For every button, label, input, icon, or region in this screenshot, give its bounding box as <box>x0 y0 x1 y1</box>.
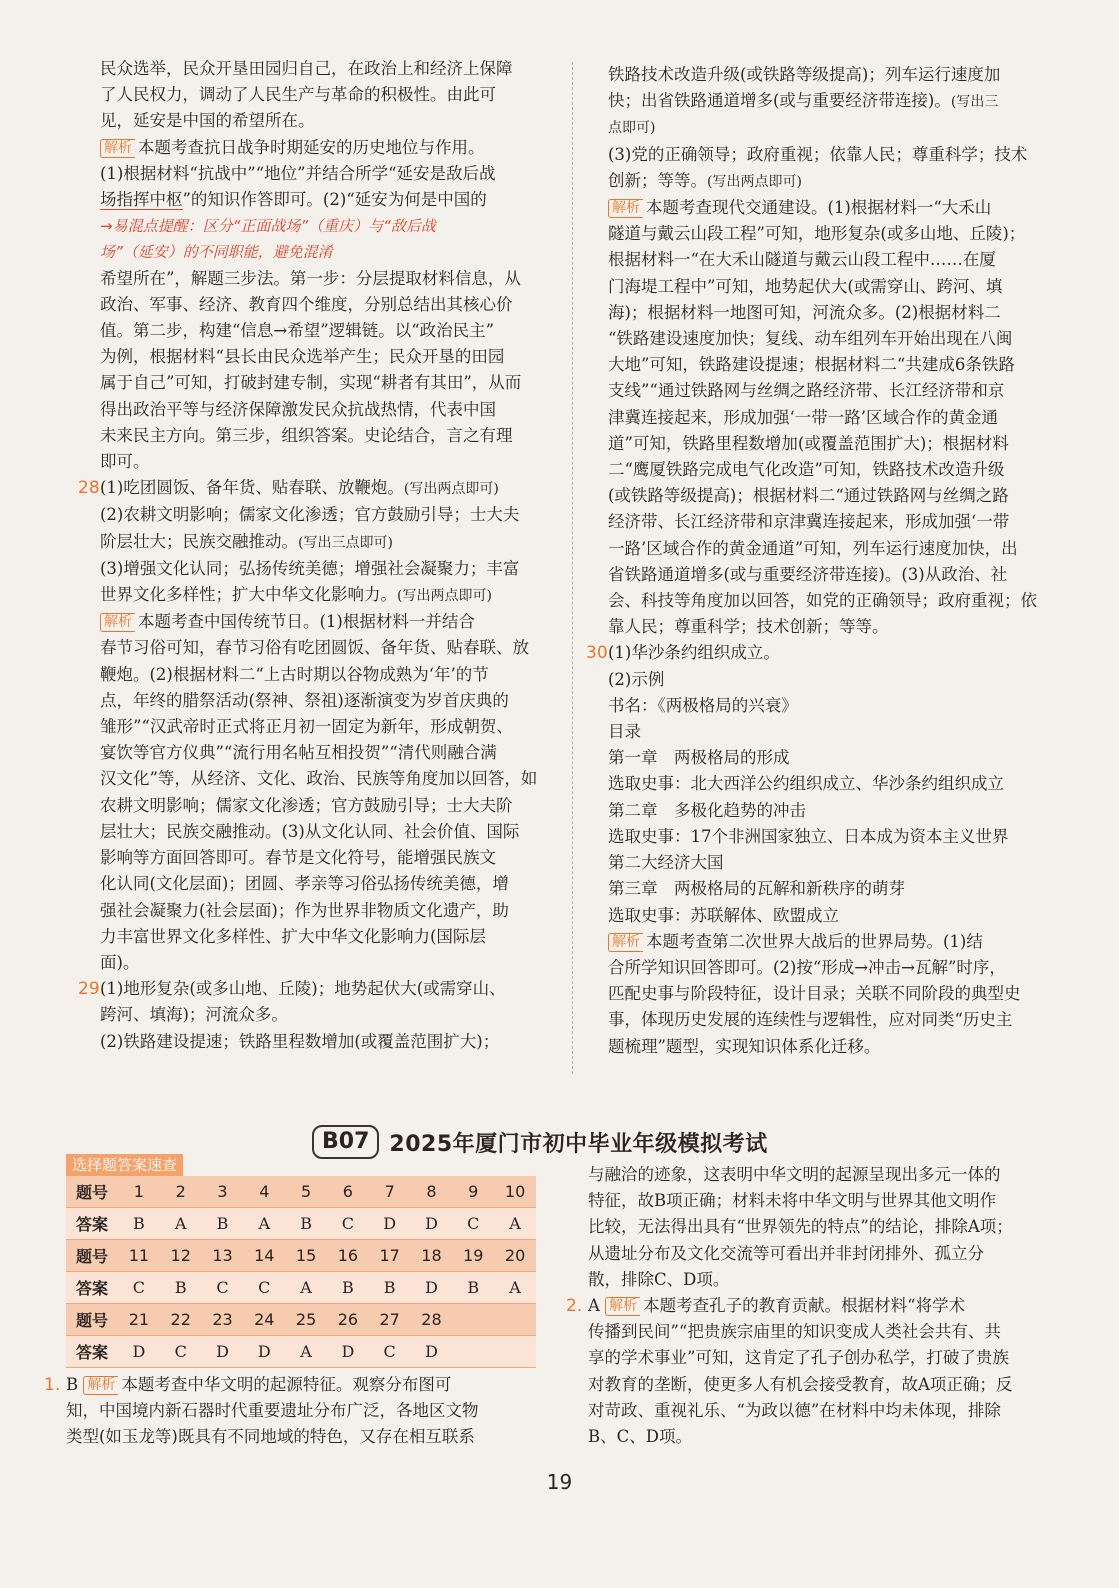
text-line: 二“鹰厦铁路完成电气化改造”可知，铁路技术改造升级 <box>608 460 1005 480</box>
answer-table-title: 选择题答案速查 <box>66 1154 183 1176</box>
answer-cell: B <box>369 1272 411 1304</box>
text-line: 见，延安是中国的希望所在。 <box>100 111 315 131</box>
text-line: 享的学术事业”可知，这肯定了孔子创办私学，打破了贵族 <box>588 1348 1009 1368</box>
answer-cell: A <box>494 1272 536 1304</box>
answer-cell: D <box>369 1208 411 1240</box>
answer-cell: C <box>202 1272 244 1304</box>
question-number-cell: 9 <box>452 1176 494 1208</box>
text-line: 第二章 多极化趋势的冲击 <box>608 800 806 820</box>
text-line: 题梳理”题型，实现知识体系化迁移。 <box>608 1036 881 1056</box>
answer-table <box>66 1176 536 1368</box>
answer-cell: B <box>118 1208 160 1240</box>
text-line: 门海堤工程中”可知，地势起伏大(或需穿山、跨河、填 <box>608 276 1003 296</box>
column-divider <box>572 62 573 1074</box>
text-line: 跨河、填海)；河流众多。 <box>100 1005 288 1025</box>
analysis-tag: 解析 <box>83 1376 118 1395</box>
text-line: (2)铁路建设提速；铁路里程数增加(或覆盖范围扩大)； <box>100 1031 500 1051</box>
text-line: 支线”“通过铁路网与丝绸之路经济带、长江经济带和京 <box>608 381 1005 401</box>
text-line: (或铁路等级提高)；根据材料二“通过铁路网与丝绸之路 <box>608 486 1009 506</box>
text-line: (3)党的正确领导；政府重视；依靠人民；尊重科学；技术 <box>608 144 1028 164</box>
question-30-answer: 30.(1)华沙条约组织成立。 <box>608 640 1058 666</box>
answer-cell: B <box>327 1272 369 1304</box>
answer-cell: C <box>452 1208 494 1240</box>
text-line: 强社会凝聚力(社会层面)；作为世界非物质文化遗产，助 <box>100 900 509 920</box>
text-line: 铁路技术改造升级(或铁路等级提高)；列车运行速度加 <box>608 65 1001 84</box>
text-line: 对教育的垄断，使更多人有机会接受教育，故A项正确；反 <box>588 1374 1013 1394</box>
text-line: 隧道与戴云山段工程”可知，地形复杂(或多山地、丘陵)； <box>608 224 1026 244</box>
text-line: 选取史事：苏联解体、欧盟成立 <box>608 905 839 925</box>
text-line: 大地”可知，铁路建设提速；根据材料二“共建成6条铁路 <box>608 355 1015 375</box>
text-line: 比较，无法得出具有“世界领先的特点”的结论，排除A项； <box>588 1217 1013 1237</box>
answer-cell: D <box>411 1208 453 1240</box>
answer-cell: D <box>327 1336 369 1368</box>
text-line: 点，年终的腊祭活动(祭神、祭祖)逐渐演变为岁首庆典的 <box>100 690 509 710</box>
bottom-left-column <box>44 1372 536 1451</box>
question-number-cell: 23 <box>202 1304 244 1336</box>
answer-quick-reference <box>66 1154 536 1368</box>
text-line: 化认同(文化层面)；团圆、孝亲等习俗弘扬传统美德，增 <box>100 874 509 894</box>
question-1-answer: 1. B 解析 本题考查中华文明的起源特征。观察分布图可 <box>66 1372 536 1398</box>
answer-table-answer-row <box>66 1208 536 1240</box>
answer-cell: C <box>118 1272 160 1304</box>
text-line: 津冀连接起来，形成加强‘一带一路’区域合作的黄金通 <box>608 407 998 427</box>
answer-cell: D <box>411 1336 453 1368</box>
row-label: 题号 <box>66 1304 118 1336</box>
answer-cell: D <box>202 1336 244 1368</box>
text-line: 第一章 两极格局的形成 <box>608 748 790 768</box>
text-line: 目录 <box>608 722 641 742</box>
text-line: 道”可知，铁路里程数增加(或覆盖范围扩大)；根据材料 <box>608 433 1009 453</box>
text-line: 点即可) <box>608 120 656 137</box>
text-line: 层壮大；民族交融推动。(3)从文化认同、社会价值、国际 <box>100 821 520 841</box>
question-number: 28. <box>78 478 106 499</box>
handwritten-note: →易混点提醒：区分“正面战场”（重庆）与“敌后战 <box>100 217 436 236</box>
question-number: 29. <box>78 979 106 1000</box>
question-number-cell: 18 <box>411 1240 453 1272</box>
text-line: 选取史事：17个非洲国家独立、日本成为资本主义世界 <box>608 826 1009 846</box>
answer-cell: C <box>160 1336 202 1368</box>
text-line: 省铁路通道增多(或与重要经济带连接)。(3)从政治、社 <box>608 564 1008 584</box>
text-line: 与融洽的迹象，这表明中华文明的起源呈现出多元一体的 <box>588 1165 1001 1184</box>
text-line: 选取史事：北大西洋公约组织成立、华沙条约组织成立 <box>608 774 1004 794</box>
text-line: 了人民权力，调动了人民生产与革命的积极性。由此可 <box>100 85 496 105</box>
text-line: 值。第二步，构建“信息→希望”逻辑链。以“政治民主” <box>100 321 495 341</box>
question-number-cell: 12 <box>160 1240 202 1272</box>
answer-cell: B <box>202 1208 244 1240</box>
question-number-cell: 17 <box>369 1240 411 1272</box>
text-line: 春节习俗可知，春节习俗有吃团圆饭、备年货、贴春联、放 <box>100 638 529 658</box>
analysis-block: 解析 本题考查第二次世界大战后的世界局势。(1)结 <box>608 929 1058 955</box>
answer-table-answer-row <box>66 1336 536 1368</box>
answer-cell: B <box>285 1208 327 1240</box>
bottom-right-column <box>566 1162 1058 1450</box>
text-line: 民众选举，民众开垦田园归自己，在政治上和经济上保障 <box>100 59 513 78</box>
question-number-cell: 20 <box>494 1240 536 1272</box>
text-line: 类型(如玉龙等)既具有不同地域的特色，又存在相互联系 <box>66 1427 475 1447</box>
text-line: 场指挥中枢”的知识作答即可。(2)“延安为何是中国的 <box>100 190 487 210</box>
row-label: 题号 <box>66 1176 118 1208</box>
answer-cell: C <box>369 1336 411 1368</box>
text-line: 创新；等等。(写出两点即可) <box>608 170 802 190</box>
answer-cell: D <box>411 1272 453 1304</box>
question-number: 1. <box>44 1375 61 1395</box>
question-number-cell: 24 <box>243 1304 285 1336</box>
text-line: 知，中国境内新石器时代重要遗址分布广泛，各地区文物 <box>66 1401 479 1421</box>
answer-cell: A <box>285 1336 327 1368</box>
question-number-cell: 11 <box>118 1240 160 1272</box>
question-number-cell: 8 <box>411 1176 453 1208</box>
text-line: 面)。 <box>100 952 140 972</box>
row-label: 答案 <box>66 1336 118 1368</box>
question-number-cell: 27 <box>369 1304 411 1336</box>
answer-cell: C <box>243 1272 285 1304</box>
text-line: 农耕文明影响；儒家文化渗透；官方鼓励引导；士大夫阶 <box>100 795 513 815</box>
page-number: 19 <box>546 1470 573 1494</box>
answer-cell: A <box>243 1208 285 1240</box>
text-line: 第二大经济大国 <box>608 853 724 873</box>
analysis-tag: 解析 <box>100 139 135 158</box>
answer-cell: B <box>452 1272 494 1304</box>
text-line: 从遗址分布及文化交流等可看出并非封闭排外、孤立分 <box>588 1243 984 1263</box>
answer-cell <box>452 1336 494 1368</box>
text-line: 靠人民；尊重科学；技术创新；等等。 <box>608 617 889 637</box>
analysis-tag: 解析 <box>605 1297 640 1316</box>
row-label: 题号 <box>66 1240 118 1272</box>
text-line: 一路’区域合作的黄金通道”可知，列车运行速度加快，出 <box>608 538 1018 558</box>
row-label: 答案 <box>66 1272 118 1304</box>
question-2-answer: 2. A 解析 本题考查孔子的教育贡献。根据材料“将学术 <box>588 1293 1058 1319</box>
text-line: 散，排除C、D项。 <box>588 1269 730 1289</box>
row-label: 答案 <box>66 1208 118 1240</box>
question-number-cell: 16 <box>327 1240 369 1272</box>
text-line: 力丰富世界文化多样性、扩大中华文化影响力(国际层 <box>100 926 486 946</box>
handwritten-note: 场”（延安）的不同职能，避免混淆 <box>100 243 333 262</box>
answer-cell <box>494 1336 536 1368</box>
right-column <box>586 62 1058 1060</box>
question-number-cell: 1 <box>118 1176 160 1208</box>
exam-title: 2025年厦门市初中毕业年级模拟考试 <box>389 1131 768 1157</box>
question-number-cell: 5 <box>285 1176 327 1208</box>
text-line: B、C、D项。 <box>588 1427 692 1447</box>
answer-table-number-row <box>66 1176 536 1208</box>
question-number-cell: 28 <box>411 1304 453 1336</box>
answer-table-number-row <box>66 1240 536 1272</box>
answer-cell: A <box>160 1208 202 1240</box>
question-number-cell: 2 <box>160 1176 202 1208</box>
text-line: 鞭炮。(2)根据材料二“上古时期以谷物成熟为‘年’的节 <box>100 664 489 684</box>
answer-cell: D <box>118 1336 160 1368</box>
question-number-cell: 3 <box>202 1176 244 1208</box>
left-column <box>78 56 548 1055</box>
text-line: 希望所在”，解题三步法。第一步：分层提取材料信息，从 <box>100 268 521 288</box>
question-number-cell: 25 <box>285 1304 327 1336</box>
answer-table-answer-row <box>66 1272 536 1304</box>
text-line: 快；出省铁路通道增多(或与重要经济带连接)。(写出三 <box>608 91 999 111</box>
question-number-cell: 4 <box>243 1176 285 1208</box>
text-line: 世界文化多样性；扩大中华文化影响力。(写出两点即可) <box>100 585 492 605</box>
question-number-cell: 10 <box>494 1176 536 1208</box>
exam-code: B07 <box>312 1125 379 1159</box>
text-line: (2)农耕文明影响；儒家文化渗透；官方鼓励引导；士大夫 <box>100 505 520 525</box>
answer-cell: A <box>285 1272 327 1304</box>
text-line: 汉文化”等，从经济、文化、政治、民族等角度加以回答，如 <box>100 769 538 789</box>
text-line: 会、科技等角度加以回答，如党的正确领导；政府重视；依 <box>608 591 1037 611</box>
text-line: (2)示例 <box>608 669 665 689</box>
text-line: 得出政治平等与经济保障激发民众抗战热情，代表中国 <box>100 399 496 419</box>
analysis-tag: 解析 <box>100 613 135 632</box>
question-number-cell: 6 <box>327 1176 369 1208</box>
answer-cell: C <box>327 1208 369 1240</box>
text-line: (1)根据材料“抗战中”“地位”并结合所学“延安是敌后战 <box>100 163 496 183</box>
text-line: “铁路建设速度加快；复线、动车组列车开始出现在八闽 <box>608 329 1013 349</box>
text-line: 政治、军事、经济、教育四个维度，分别总结出其核心价 <box>100 294 513 314</box>
text-line: 雏形”“汉武帝时正式将正月初一固定为新年，形成朝贺、 <box>100 717 513 737</box>
text-line: 经济带、长江经济带和京津冀连接起来，形成加强‘一带 <box>608 512 1010 532</box>
underlined-keyword: 场指挥中枢 <box>100 190 183 210</box>
text-line: 匹配史事与阶段特征，设计目录；关联不同阶段的典型史 <box>608 984 1021 1004</box>
answer-cell: B <box>160 1272 202 1304</box>
question-number-cell: 22 <box>160 1304 202 1336</box>
text-line: (3)增强文化认同；弘扬传统美德；增强社会凝聚力；丰富 <box>100 558 520 578</box>
question-number-cell: 13 <box>202 1240 244 1272</box>
text-line: 合所学知识回答即可。(2)按“形成→冲击→瓦解”时序， <box>608 957 1006 977</box>
text-line: 为例，根据材料“县长由民众选举产生；民众开垦的田园 <box>100 347 505 367</box>
text-line: 书名：《两极格局的兴衰》 <box>608 695 798 715</box>
question-number-cell: 26 <box>327 1304 369 1336</box>
question-number-cell: 15 <box>285 1240 327 1272</box>
question-number-cell <box>494 1304 536 1336</box>
text-line: 传播到民间”“把贵族宗庙里的知识变成人类社会共有、共 <box>588 1322 1001 1342</box>
text-line: 影响等方面回答即可。春节是文化符号，能增强民族文 <box>100 848 496 868</box>
question-number-cell: 14 <box>243 1240 285 1272</box>
text-line: 对苛政、重视礼乐、“为政以德”在材料中均未体现，排除 <box>588 1400 1001 1420</box>
text-line: 宴饮等官方仪典”“流行用名帖互相投贺”“清代则融合满 <box>100 743 497 763</box>
analysis-block: 解析 本题考查抗日战争时期延安的历史地位与作用。 <box>100 135 548 161</box>
question-number: 30. <box>586 643 614 664</box>
question-number-cell: 19 <box>452 1240 494 1272</box>
question-number: 2. <box>566 1296 583 1317</box>
question-number-cell: 21 <box>118 1304 160 1336</box>
text-line: 阶层壮大；民族交融推动。(写出三点即可) <box>100 531 393 551</box>
analysis-tag: 解析 <box>608 933 643 952</box>
analysis-block: 解析 本题考查中国传统节日。(1)根据材料一并结合 <box>100 609 548 635</box>
answer-cell: D <box>243 1336 285 1368</box>
text-line: 海)；根据材料一地图可知，河流众多。(2)根据材料二 <box>608 302 1001 322</box>
question-number-cell: 7 <box>369 1176 411 1208</box>
text-line: 根据材料一“在大禾山隧道与戴云山段工程中……在厦 <box>608 250 996 270</box>
question-28-answer: 28.(1)吃团圆饭、备年货、贴春联、放鞭炮。(写出两点即可) <box>100 475 548 502</box>
text-line: 事，体现历史发展的连续性与逻辑性，应对同类“历史主 <box>608 1010 1013 1030</box>
text-line: 即可。 <box>100 452 150 472</box>
analysis-tag: 解析 <box>608 199 643 218</box>
text-line: 属于自己”可知，打破封建专制，实现“耕者有其田”，从而 <box>100 373 522 393</box>
text-line: 第三章 两极格局的瓦解和新秩序的萌芽 <box>608 879 905 899</box>
question-number-cell <box>452 1304 494 1336</box>
answer-table-number-row <box>66 1304 536 1336</box>
analysis-block: 解析 本题考查现代交通建设。(1)根据材料一“大禾山 <box>608 195 1058 221</box>
text-line: 特征，故B项正确；材料未将中华文明与世界其他文明作 <box>588 1191 997 1211</box>
question-29-answer: 29.(1)地形复杂(或多山地、丘陵)；地势起伏大(或需穿山、 <box>100 976 548 1002</box>
answer-cell: A <box>494 1208 536 1240</box>
text-line: 未来民主方向。第三步，组织答案。史论结合，言之有理 <box>100 425 513 445</box>
